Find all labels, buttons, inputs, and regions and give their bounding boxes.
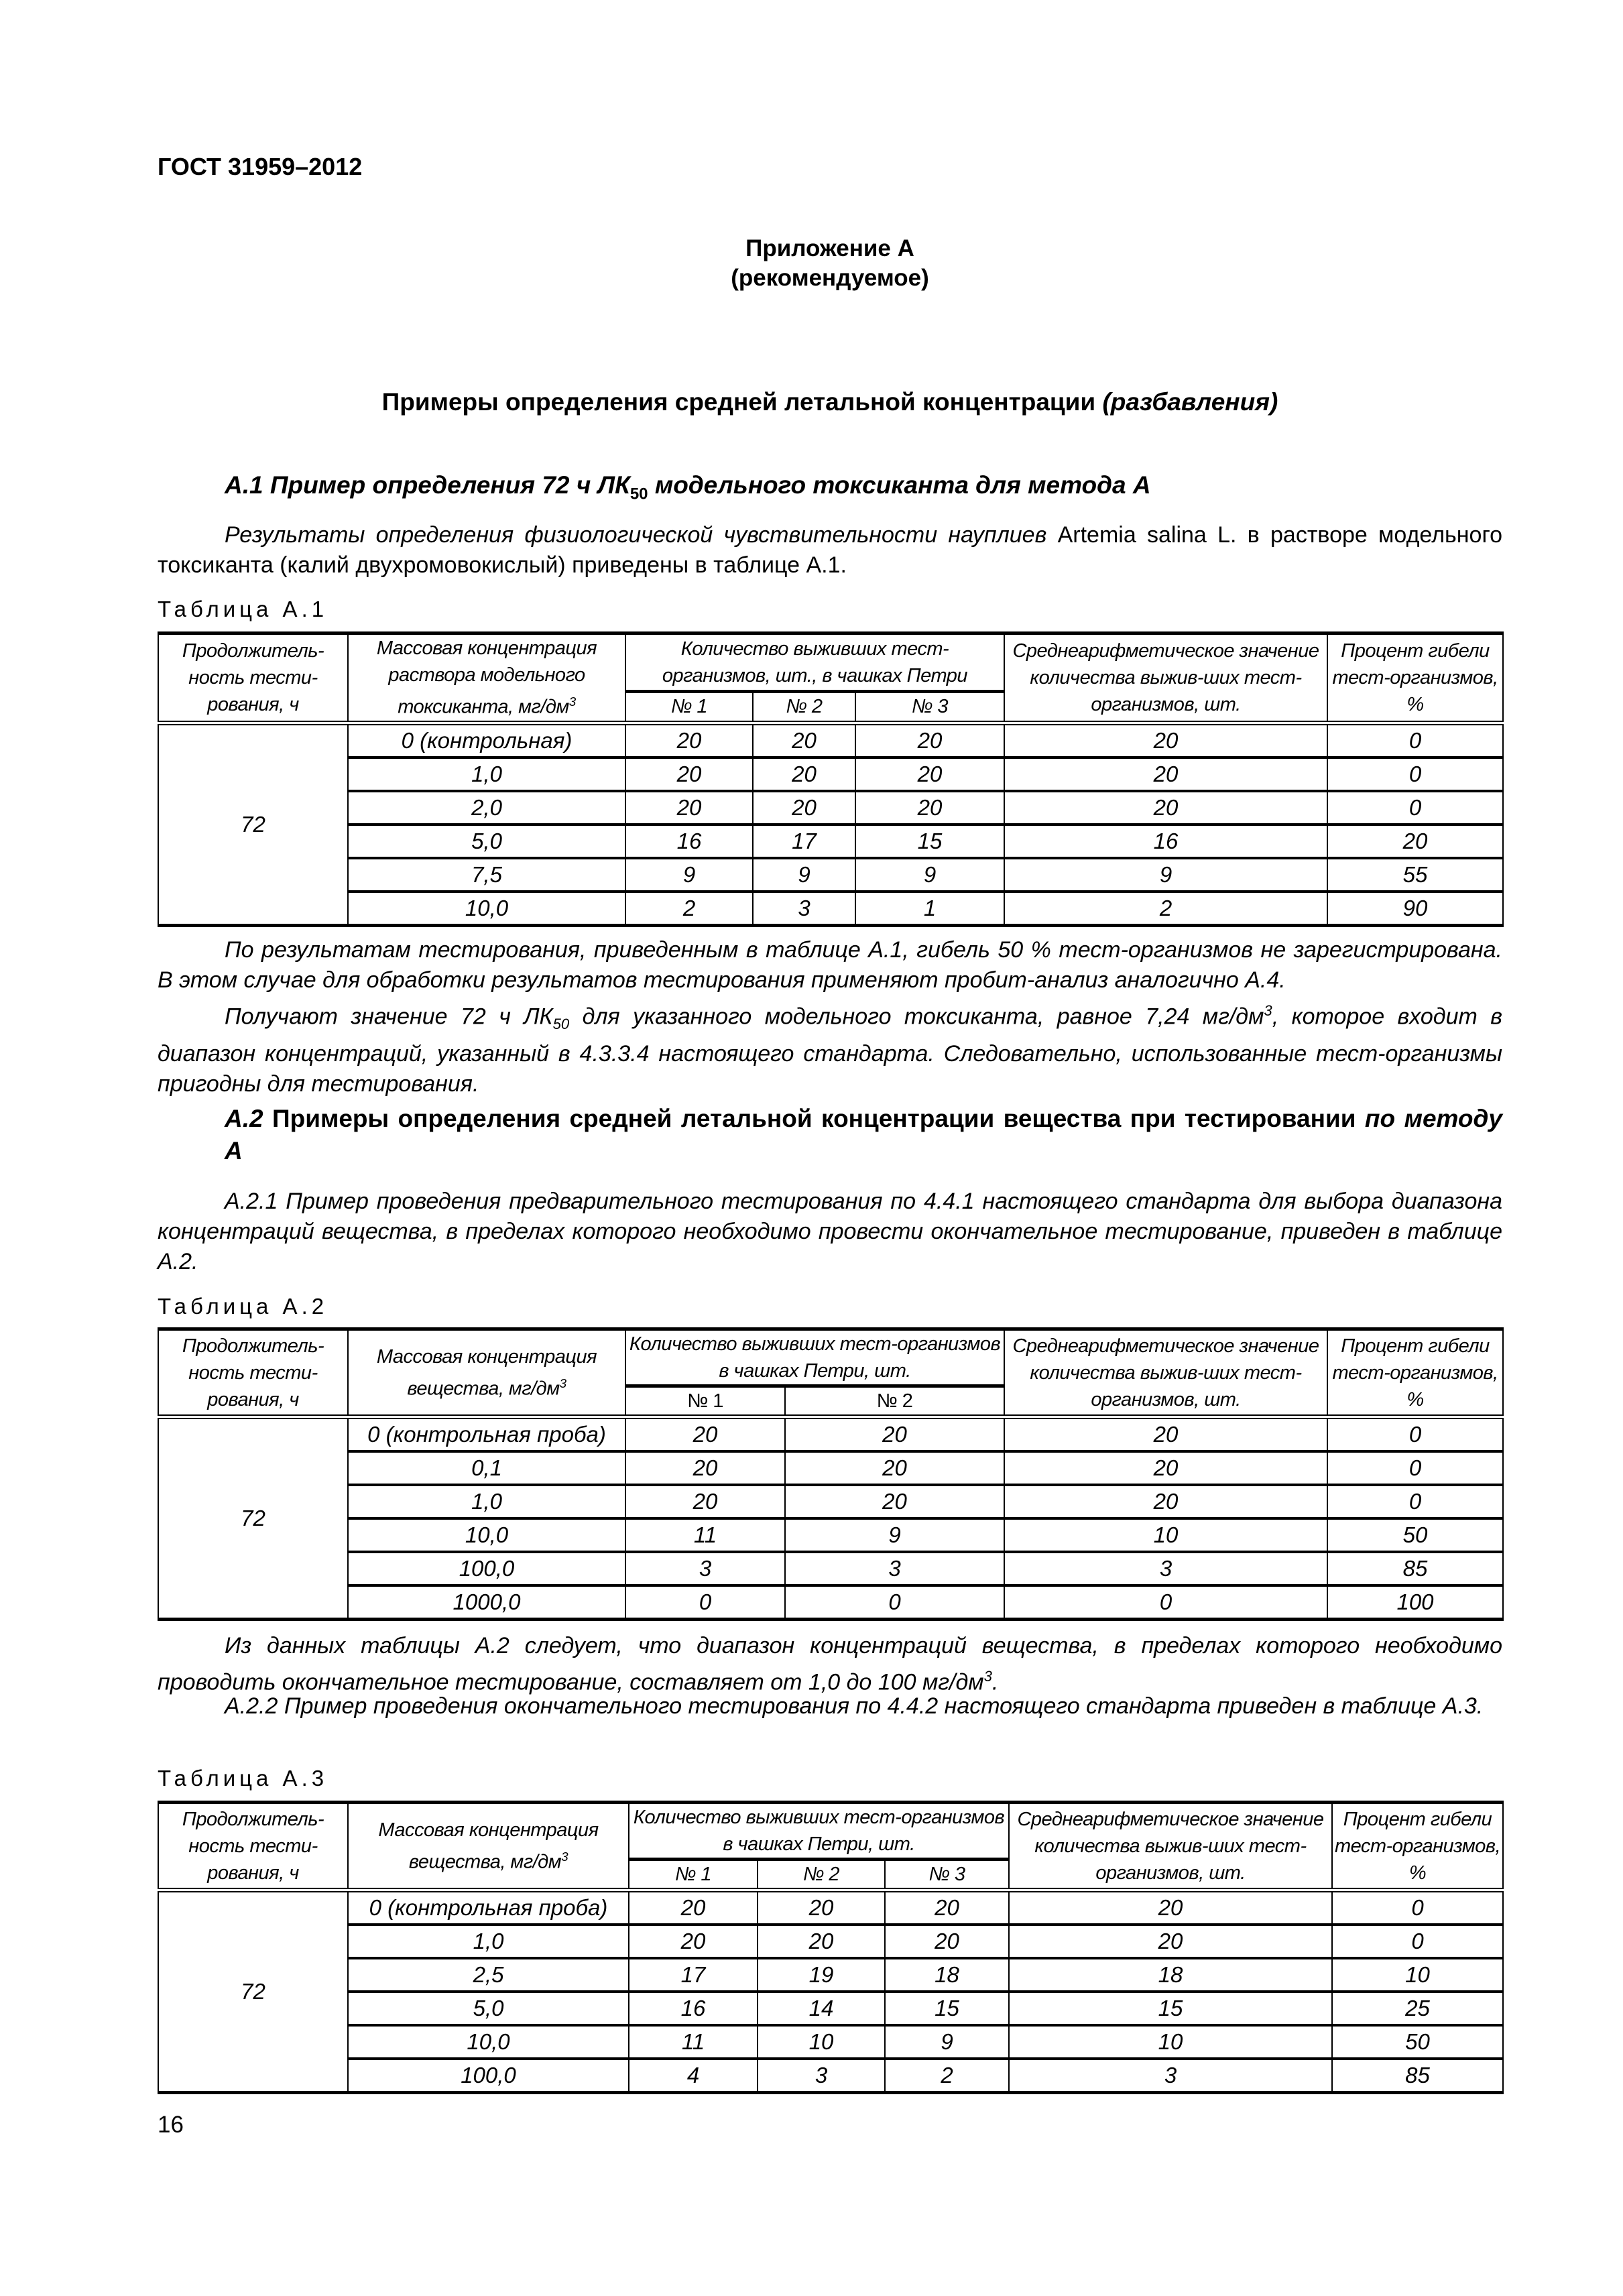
table-row: [158, 1958, 1503, 1992]
header-survivors: Количество выживших тест-организмов, шт., в чашках Петри: [625, 633, 1004, 692]
a1-paragraph-3: [158, 995, 1502, 1099]
header-concentration-label: Массовая концентрация вещества, мг/дм: [376, 1345, 597, 1400]
value-cell: 11: [629, 2025, 758, 2059]
header-duration: Продолжитель-ность тести-рования, ч: [158, 1803, 348, 1890]
concentration-cell: 2,5: [348, 1958, 629, 1992]
value-cell: 20: [758, 1890, 885, 1925]
value-cell: 20: [855, 723, 1004, 758]
header-mean: Среднеарифметическое значение количества выжив-ших тест-организмов, шт.: [1009, 1803, 1332, 1890]
value-cell: 100: [1327, 1585, 1503, 1620]
text-segment: 50: [629, 485, 648, 503]
value-cell: 20: [625, 1451, 785, 1485]
value-cell: 3: [753, 892, 855, 926]
concentration-cell: 5,0: [348, 825, 625, 858]
table-row: [158, 723, 1503, 758]
text-segment: А.2.2 Пример проведения окончательного тестирования по 4.4.2 настоящего стандарта приведен в таблице А.3.: [225, 1693, 1484, 1719]
value-cell: 0: [625, 1585, 785, 1620]
value-cell: 20: [885, 1925, 1009, 1958]
value-cell: 20: [1009, 1890, 1332, 1925]
value-cell: 20: [753, 723, 855, 758]
concentration-cell: 0 (контрольная проба): [348, 1890, 629, 1925]
value-cell: 20: [1004, 1417, 1327, 1452]
table-row: [158, 1417, 1503, 1452]
header-dish: № 3: [885, 1860, 1009, 1890]
text-segment: L. в растворе модельного токсиканта (калий двухромовокислый) приведены в таблице А.1.: [158, 522, 1503, 578]
value-cell: 20: [758, 1925, 885, 1958]
value-cell: 20: [785, 1485, 1004, 1518]
table-a2: [158, 1327, 1504, 1621]
concentration-cell: 0 (контрольная проба): [348, 1417, 625, 1452]
value-cell: 16: [625, 825, 753, 858]
table-row: [158, 1485, 1503, 1518]
table-row: [158, 2059, 1503, 2093]
concentration-cell: 1,0: [348, 758, 625, 791]
header-concentration: [348, 633, 625, 723]
text-segment: Получают значение 72 ч ЛК: [225, 1004, 553, 1030]
document-code: ГОСТ 31959–2012: [158, 153, 363, 180]
concentration-cell: 10,0: [348, 1518, 625, 1552]
table-row: [158, 2025, 1503, 2059]
text-segment: для указанного модельного токсиканта, равное 7,24 мг/дм: [569, 1004, 1264, 1030]
text-segment: Примеры определения средней летальной концентрации: [381, 388, 1103, 416]
header-row: [158, 1329, 1503, 1386]
value-cell: 20: [625, 758, 753, 791]
value-cell: 2: [625, 892, 753, 926]
value-cell: 20: [625, 791, 753, 825]
value-cell: 20: [785, 1451, 1004, 1485]
value-cell: 0: [1332, 1925, 1503, 1958]
text-segment: , которое входит в диапазон концентраций, указанный в 4.3.3.4 настоящего стандарта. Следовательно, использованные тест-организмы пригодны для тестирования.: [158, 1004, 1502, 1097]
value-cell: 20: [1004, 1451, 1327, 1485]
header-mortality: Процент гибели тест-организмов, %: [1327, 633, 1503, 723]
value-cell: 10: [758, 2025, 885, 2059]
value-cell: 17: [753, 825, 855, 858]
header-row: [158, 1803, 1503, 1860]
header-dish: № 1: [629, 1860, 758, 1890]
page-number: 16: [158, 2112, 184, 2138]
value-cell: 20: [855, 791, 1004, 825]
appendix-subtitle: (рекомендуемое): [731, 265, 929, 291]
value-cell: 9: [785, 1518, 1004, 1552]
text-segment: Примеры определения средней летальной концентрации вещества при тестировании: [263, 1105, 1365, 1132]
value-cell: 85: [1332, 2059, 1503, 2093]
a1-paragraph-2: [158, 935, 1502, 995]
value-cell: 2: [1004, 892, 1327, 926]
value-cell: 15: [855, 825, 1004, 858]
value-cell: 50: [1332, 2025, 1503, 2059]
value-cell: 11: [625, 1518, 785, 1552]
value-cell: 9: [1004, 858, 1327, 892]
value-cell: 20: [1004, 1485, 1327, 1518]
text-segment: 3: [1264, 1002, 1272, 1019]
value-cell: 9: [625, 858, 753, 892]
header-dish: № 2: [785, 1386, 1004, 1417]
text-segment: А.1 Пример определения 72 ч ЛК: [225, 471, 630, 499]
value-cell: 3: [1009, 2059, 1332, 2093]
concentration-cell: 7,5: [348, 858, 625, 892]
text-segment: по методу А: [225, 1105, 1502, 1164]
value-cell: 55: [1327, 858, 1503, 892]
value-cell: 3: [625, 1552, 785, 1585]
value-cell: 0: [1004, 1585, 1327, 1620]
value-cell: 20: [1004, 758, 1327, 791]
value-cell: 90: [1327, 892, 1503, 926]
text-segment: 3: [983, 1668, 992, 1685]
header-survivors: Количество выживших тест-организмов в чашках Петри, шт.: [629, 1803, 1009, 1860]
table-row: [158, 858, 1503, 892]
value-cell: 20: [785, 1417, 1004, 1452]
concentration-cell: 10,0: [348, 2025, 629, 2059]
text-segment: (разбавления): [1102, 388, 1278, 416]
concentration-cell: 100,0: [348, 2059, 629, 2093]
table-a1-caption: Таблица А.1: [158, 597, 328, 621]
header-duration: Продолжитель-ность тести-рования, ч: [158, 633, 348, 723]
text-segment: 50: [552, 1016, 570, 1033]
table-a1: [158, 631, 1504, 927]
value-cell: 3: [1004, 1552, 1327, 1585]
header-concentration-label: Массовая концентрация раствора модельного токсиканта, мг/дм: [376, 638, 597, 718]
value-cell: 20: [753, 758, 855, 791]
value-cell: 0: [1327, 758, 1503, 791]
value-cell: 15: [885, 1992, 1009, 2025]
section-a2-heading: [158, 1103, 1502, 1167]
main-title: [158, 387, 1502, 418]
value-cell: 10: [1004, 1518, 1327, 1552]
table-a2-caption: Таблица А.2: [158, 1294, 328, 1319]
value-cell: 20: [1327, 825, 1503, 858]
table-row: [158, 1552, 1503, 1585]
concentration-cell: 100,0: [348, 1552, 625, 1585]
header-dish: № 2: [758, 1860, 885, 1890]
value-cell: 85: [1327, 1552, 1503, 1585]
value-cell: 10: [1009, 2025, 1332, 2059]
header-duration: Продолжитель-ность тести-рования, ч: [158, 1329, 348, 1417]
concentration-cell: 10,0: [348, 892, 625, 926]
value-cell: 18: [885, 1958, 1009, 1992]
unit-superscript: 3: [561, 1849, 568, 1864]
table-row: [158, 1518, 1503, 1552]
value-cell: 20: [629, 1925, 758, 1958]
unit-superscript: 3: [559, 1376, 566, 1390]
header-concentration: [348, 1803, 629, 1890]
value-cell: 17: [629, 1958, 758, 1992]
value-cell: 20: [753, 791, 855, 825]
header-dish: № 3: [855, 691, 1004, 723]
concentration-cell: 5,0: [348, 1992, 629, 2025]
header-mean: Среднеарифметическое значение количества выжив-ших тест-организмов, шт.: [1004, 633, 1327, 723]
section-a1-heading: [158, 469, 1502, 510]
header-concentration: [348, 1329, 625, 1417]
value-cell: 14: [758, 1992, 885, 2025]
table-row: [158, 1992, 1503, 2025]
concentration-cell: 2,0: [348, 791, 625, 825]
text-segment: А.2: [225, 1105, 263, 1132]
value-cell: 50: [1327, 1518, 1503, 1552]
header-dish: № 1: [625, 1386, 785, 1417]
value-cell: 2: [885, 2059, 1009, 2093]
text-segment: Artemia salina: [1057, 522, 1207, 548]
header-row: [158, 633, 1503, 692]
value-cell: 9: [753, 858, 855, 892]
value-cell: 16: [629, 1992, 758, 2025]
appendix-title: Приложение А: [745, 235, 914, 261]
table-row: [158, 892, 1503, 926]
value-cell: 0: [1327, 1417, 1503, 1452]
text-segment: По результатам тестирования, приведенным в таблице А.1, гибель 50 % тест-организмов не зарегистрирована. В этом случае для обработки результатов тестирования применяют пробит-анализ аналогично А.4.: [158, 937, 1502, 993]
value-cell: 0: [1327, 791, 1503, 825]
header-survivors: Количество выживших тест-организмов в чашках Петри, шт.: [625, 1329, 1004, 1386]
value-cell: 16: [1004, 825, 1327, 858]
value-cell: 20: [885, 1890, 1009, 1925]
table-row: [158, 1890, 1503, 1925]
value-cell: 15: [1009, 1992, 1332, 2025]
text-segment: Результаты определения физиологической чувствительности науплиев: [225, 522, 1058, 548]
header-mortality: Процент гибели тест-организмов, %: [1332, 1803, 1503, 1890]
concentration-cell: 1,0: [348, 1925, 629, 1958]
value-cell: 20: [855, 758, 1004, 791]
value-cell: 20: [629, 1890, 758, 1925]
value-cell: 20: [625, 1485, 785, 1518]
table-row: [158, 1925, 1503, 1958]
header-dish: № 2: [753, 691, 855, 723]
value-cell: 10: [1332, 1958, 1503, 1992]
duration-cell: 72: [158, 723, 348, 925]
value-cell: 1: [855, 892, 1004, 926]
table-row: [158, 825, 1503, 858]
value-cell: 9: [885, 2025, 1009, 2059]
table-a3: [158, 1801, 1504, 2094]
value-cell: 0: [1332, 1890, 1503, 1925]
header-mortality: Процент гибели тест-организмов, %: [1327, 1329, 1503, 1417]
table-row: [158, 758, 1503, 791]
value-cell: 20: [1009, 1925, 1332, 1958]
unit-superscript: 3: [568, 694, 576, 709]
concentration-cell: 0 (контрольная): [348, 723, 625, 758]
value-cell: 4: [629, 2059, 758, 2093]
a2-paragraph-3: [158, 1691, 1502, 1721]
a1-paragraph-1: [158, 520, 1502, 581]
value-cell: 0: [1327, 723, 1503, 758]
value-cell: 19: [758, 1958, 885, 1992]
table-row: [158, 791, 1503, 825]
value-cell: 20: [1004, 723, 1327, 758]
value-cell: 25: [1332, 1992, 1503, 2025]
value-cell: 3: [758, 2059, 885, 2093]
table-row: [158, 1585, 1503, 1620]
duration-cell: 72: [158, 1890, 348, 2093]
concentration-cell: 1000,0: [348, 1585, 625, 1620]
value-cell: 3: [785, 1552, 1004, 1585]
value-cell: 20: [625, 723, 753, 758]
header-dish: № 1: [625, 691, 753, 723]
concentration-cell: 0,1: [348, 1451, 625, 1485]
a2-paragraph-1: [158, 1187, 1502, 1277]
value-cell: 0: [785, 1585, 1004, 1620]
value-cell: 0: [1327, 1485, 1503, 1518]
text-segment: Из данных таблицы А.2 следует, что диапазон концентраций вещества, в пределах которого необходимо проводить окончательное тестирование, составляет от 1,0 до 100 мг/дм: [158, 1633, 1502, 1695]
text-segment: .: [991, 1669, 999, 1695]
value-cell: 18: [1009, 1958, 1332, 1992]
text-segment: А.2.1 Пример проведения предварительного тестирования по 4.4.1 настоящего стандарта для выбора диапазона концентраций вещества, в пределах которого необходимо провести окончательное тестирование, приведен в таблице А.2.: [158, 1189, 1502, 1274]
a2-paragraph-2: [158, 1631, 1502, 1697]
table-row: [158, 1451, 1503, 1485]
text-segment: модельного токсиканта для метода А: [648, 471, 1151, 499]
value-cell: 0: [1327, 1451, 1503, 1485]
header-mean: Среднеарифметическое значение количества выжив-ших тест-организмов, шт.: [1004, 1329, 1327, 1417]
duration-cell: 72: [158, 1417, 348, 1620]
table-a3-caption: Таблица А.3: [158, 1766, 328, 1791]
header-concentration-label: Массовая концентрация вещества, мг/дм: [378, 1819, 599, 1873]
value-cell: 20: [1004, 791, 1327, 825]
value-cell: 9: [855, 858, 1004, 892]
concentration-cell: 1,0: [348, 1485, 625, 1518]
value-cell: 20: [625, 1417, 785, 1452]
